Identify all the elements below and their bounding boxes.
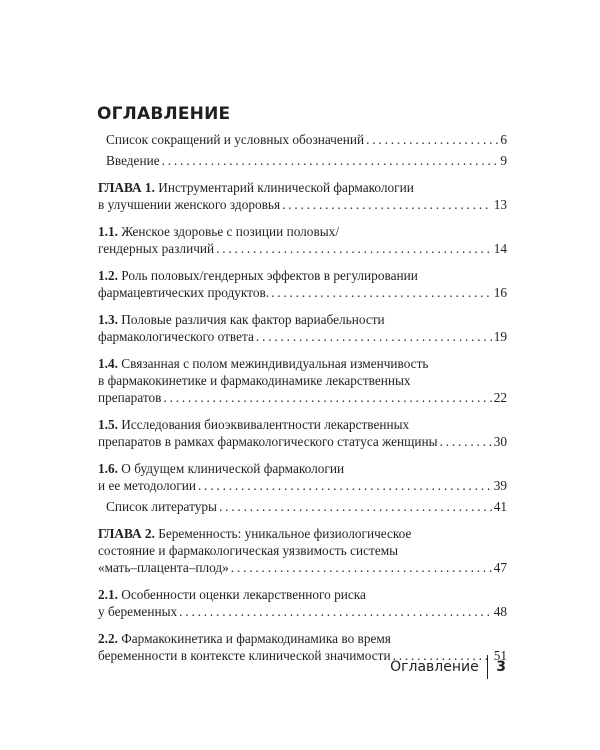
- toc-entry-last-text: [98, 647, 391, 664]
- toc-entry-last-text: [98, 559, 229, 576]
- toc-entry-text: фармакологического ответа: [98, 329, 254, 344]
- toc-entry-text: и ее методологии: [98, 478, 196, 493]
- toc-entry-text: Фармакокинетика и фармакодинамика во время: [117, 631, 391, 646]
- toc-entry-text: Список литературы: [106, 499, 217, 514]
- dot-leader: [216, 240, 492, 257]
- toc-entry-last-text: [98, 240, 214, 257]
- table-of-contents: [98, 131, 507, 674]
- toc-entry[interactable]: [98, 311, 507, 345]
- toc-entry-last-line: [98, 603, 507, 620]
- toc-entry-number: 1.5.: [98, 417, 118, 432]
- toc-entry-last-line: [98, 284, 507, 301]
- dot-leader: [198, 477, 492, 494]
- toc-entry-text: Половые различия как фактор вариабельности: [117, 312, 385, 327]
- toc-entry[interactable]: [98, 498, 507, 515]
- toc-entry-line: [98, 223, 507, 240]
- toc-entry[interactable]: [98, 525, 507, 576]
- toc-entry-last-line: [106, 152, 507, 169]
- toc-page-number: 39: [493, 478, 507, 493]
- toc-entry[interactable]: [98, 152, 507, 169]
- toc-entry-text: Список сокращений и условных обозначений: [106, 132, 365, 147]
- toc-entry-last-line: [98, 477, 507, 494]
- toc-entry-line: [98, 542, 507, 559]
- toc-entry-text: Роль половых/гендерных эффектов в регулировании: [117, 268, 418, 283]
- toc-entry-line: [98, 460, 507, 477]
- toc-entry[interactable]: [98, 460, 507, 494]
- toc-page-number: 48: [493, 604, 507, 619]
- toc-entry-number: 2.2.: [98, 631, 118, 646]
- toc-entry-line: [98, 311, 507, 328]
- toc-entry-text: препаратов: [98, 390, 162, 405]
- toc-page-number: 6: [500, 132, 507, 147]
- toc-entry-line: [98, 355, 507, 372]
- toc-entry-last-text: [98, 196, 280, 213]
- toc-entry-line: [98, 630, 507, 647]
- toc-entry-text: в фармакокинетике и фармакодинамике лекарственных: [98, 373, 411, 388]
- toc-entry-line: [98, 525, 507, 542]
- toc-page-number: 19: [493, 329, 507, 344]
- dot-leader: [256, 328, 492, 345]
- toc-entry-number: ГЛАВА 1.: [98, 180, 155, 195]
- toc-page-number: 16: [493, 285, 507, 300]
- toc-entry-text: О будущем клинической фармакологии: [117, 461, 345, 476]
- toc-entry-number: 1.4.: [98, 356, 118, 371]
- toc-entry-last-text: [106, 152, 160, 169]
- toc-entry[interactable]: [98, 179, 507, 213]
- toc-entry[interactable]: [98, 267, 507, 301]
- toc-entry-text: в улучшении женского здоровья: [98, 197, 281, 212]
- toc-entry-text: у беременных: [98, 604, 178, 619]
- toc-entry-line: [98, 586, 507, 603]
- footer-divider: [487, 655, 489, 679]
- toc-entry-last-line: [106, 498, 507, 515]
- toc-entry-text: Связанная с полом межиндивидуальная изменчивость: [117, 356, 429, 371]
- toc-entry-number: 1.6.: [98, 461, 118, 476]
- toc-page-number: 51: [493, 648, 507, 663]
- toc-entry-text: «мать–плацента–плод»: [98, 560, 229, 575]
- dot-leader: [231, 559, 492, 576]
- toc-entry-line: [98, 267, 507, 284]
- dot-leader: [219, 498, 492, 515]
- toc-entry-last-text: [106, 498, 217, 515]
- toc-entry[interactable]: [98, 355, 507, 406]
- toc-entry-last-text: [98, 328, 254, 345]
- toc-page-number: 30: [493, 434, 507, 449]
- toc-entry-text: беременности в контексте клинической значимости: [98, 648, 391, 663]
- toc-entry-last-text: [106, 131, 364, 148]
- toc-entry-text: Беременность: уникальное физиологическое: [154, 526, 412, 541]
- page-number: 3: [496, 659, 506, 675]
- toc-page-number: 13: [493, 197, 507, 212]
- toc-entry-text: Введение: [106, 153, 160, 168]
- toc-entry-last-line: [98, 328, 507, 345]
- toc-entry-number: 1.3.: [98, 312, 118, 327]
- toc-page-number: 9: [500, 153, 507, 168]
- toc-entry-text: гендерных различий: [98, 241, 215, 256]
- dot-leader: [163, 389, 491, 406]
- toc-page-number: 47: [493, 560, 507, 575]
- toc-entry-last-text: [98, 477, 196, 494]
- toc-entry-last-line: [98, 196, 507, 213]
- toc-entry-line: [98, 372, 507, 389]
- page-title: ОГЛАВЛЕНИЕ: [97, 104, 231, 124]
- dot-leader: [282, 196, 492, 213]
- dot-leader: [271, 284, 492, 301]
- toc-entry-last-line: [98, 559, 507, 576]
- toc-entry[interactable]: [98, 223, 507, 257]
- toc-entry-line: [98, 416, 507, 433]
- toc-entry[interactable]: [98, 416, 507, 450]
- toc-entry[interactable]: [98, 131, 507, 148]
- toc-entry-number: ГЛАВА 2.: [98, 526, 155, 541]
- toc-entry-last-text: [98, 284, 269, 301]
- toc-page-number: 14: [493, 241, 507, 256]
- toc-entry-text: Исследования биоэквивалентности лекарственных: [117, 417, 410, 432]
- toc-entry-last-text: [98, 433, 438, 450]
- dot-leader: [179, 603, 492, 620]
- toc-entry-text: состояние и фармакологическая уязвимость системы: [98, 543, 399, 558]
- toc-entry-last-text: [98, 389, 161, 406]
- toc-entry-last-text: [98, 603, 177, 620]
- toc-entry[interactable]: [98, 586, 507, 620]
- toc-entry-last-line: [98, 433, 507, 450]
- toc-entry-last-line: [98, 240, 507, 257]
- toc-entry-text: препаратов в рамках фармакологического статуса женщины: [98, 434, 438, 449]
- toc-entry-last-line: [106, 131, 507, 148]
- toc-entry-text: Инструментарий клинической фармакологии: [154, 180, 414, 195]
- toc-entry-number: 2.1.: [98, 587, 118, 602]
- toc-entry-text: фармацевтических продуктов.: [98, 285, 270, 300]
- toc-entry-line: [98, 179, 507, 196]
- running-header-section: Оглавление: [390, 659, 479, 675]
- toc-entry-last-line: [98, 389, 507, 406]
- toc-entry-text: Женское здоровье с позиции половых/: [117, 224, 340, 239]
- toc-entry-text: Особенности оценки лекарственного риска: [117, 587, 366, 602]
- page-footer: [390, 655, 506, 679]
- toc-page-number: 41: [493, 499, 507, 514]
- dot-leader: [366, 131, 498, 148]
- toc-entry-number: 1.2.: [98, 268, 118, 283]
- toc-page-number: 22: [493, 390, 507, 405]
- dot-leader: [162, 152, 499, 169]
- toc-entry-number: 1.1.: [98, 224, 118, 239]
- dot-leader: [440, 433, 492, 450]
